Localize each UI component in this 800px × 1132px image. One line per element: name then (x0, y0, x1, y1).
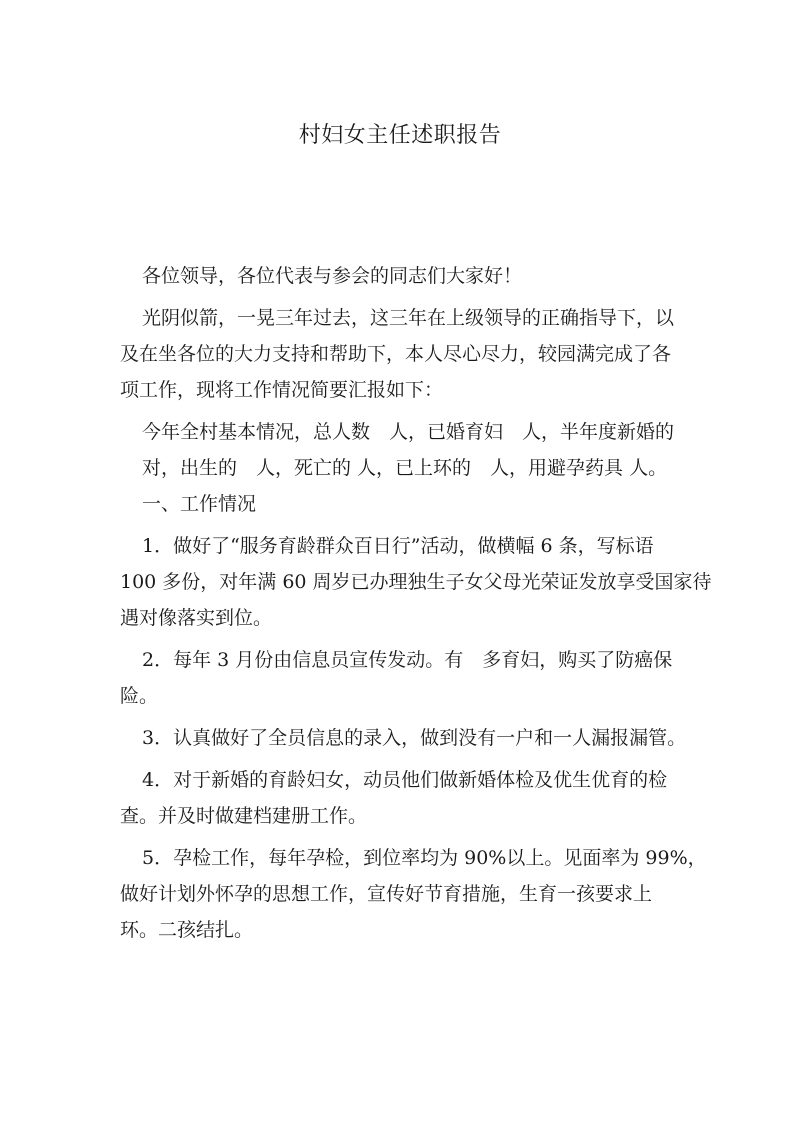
item-1-line-2: 100 多份，对年满 60 周岁已办理独生子女父母光荣证发放享受国家待 (120, 571, 712, 593)
item-2-line-2: 险。 (120, 685, 159, 707)
item-1-line-3: 遇对像落实到位。 (120, 607, 273, 629)
item-4-line-2: 查。并及时做建档建册工作。 (120, 805, 368, 827)
item-1-line-1: 1．做好了“服务育龄群众百日行”活动，做横幅 6 条，写标语 (142, 535, 654, 557)
document-title: 村妇女主任述职报告 (298, 123, 502, 148)
intro-line-3: 项工作，现将工作情况简要汇报如下： (120, 379, 444, 401)
stats-line-1: 今年全村基本情况，总人数 人，已婚育妇 人，半年度新婚的 (142, 421, 675, 443)
intro-line-1: 光阴似箭，一晃三年过去，这三年在上级领导的正确指导下，以 (142, 307, 675, 329)
item-5-line-2: 做好计划外怀孕的思想工作，宣传好节育措施，生育一孩要求上 (120, 883, 653, 905)
intro-line-2: 及在坐各位的大力支持和帮助下，本人尽心尽力，较园满完成了各 (120, 343, 672, 365)
section-heading: 一、工作情况 (142, 493, 257, 515)
item-2-line-1: 2．每年 3 月份由信息员宣传发动。有 多育妇，购买了防癌保 (142, 649, 673, 671)
item-3-line-1: 3．认真做好了全员信息的录入，做到没有一户和一人漏报漏管。 (142, 727, 687, 749)
stats-line-2: 对，出生的 人，死亡的 人，已上环的 人，用避孕药具 人。 (142, 457, 668, 479)
item-4-line-1: 4．对于新婚的育龄妇女，动员他们做新婚体检及优生优育的检 (142, 769, 668, 791)
document-body (120, 258, 712, 948)
greeting-line: 各位领导，各位代表与参会的同志们大家好！ (142, 265, 523, 287)
item-5-line-1: 5．孕检工作，每年孕检，到位率均为 90%以上。见面率为 99%， (142, 847, 707, 869)
item-5-line-3: 环。二孩结扎。 (120, 919, 254, 941)
